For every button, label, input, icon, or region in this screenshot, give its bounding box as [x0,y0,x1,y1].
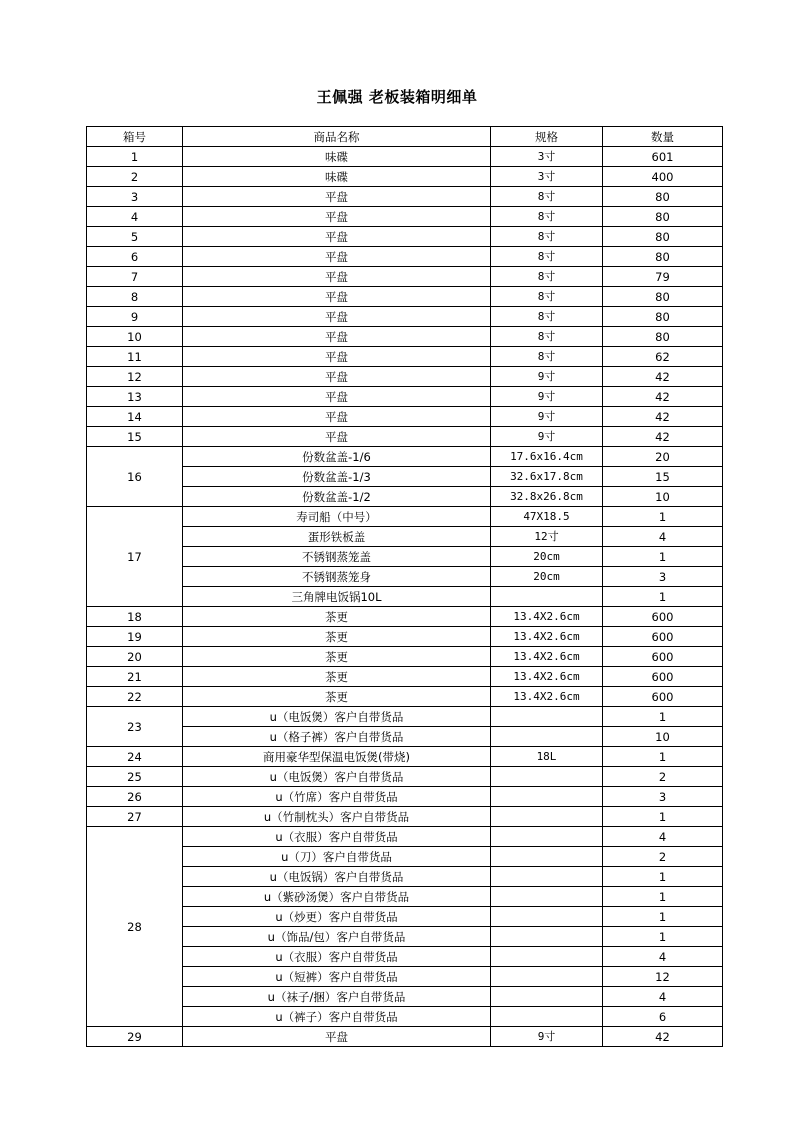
table-row [87,687,723,707]
spec-cell [491,847,603,867]
table-row [87,947,723,967]
product-name-cell: 味碟 [183,167,491,187]
spec-cell: 9寸 [491,407,603,427]
quantity-cell: 80 [603,287,723,307]
spec-cell: 9寸 [491,427,603,447]
box-number-cell: 11 [87,347,183,367]
quantity-cell: 12 [603,967,723,987]
product-name-cell: u（电饭煲）客户自带货品 [183,707,491,727]
table-row [87,427,723,447]
spec-cell [491,907,603,927]
table-row [87,387,723,407]
table-row [87,567,723,587]
table-row [87,747,723,767]
quantity-cell: 42 [603,1027,723,1047]
product-name-cell: u（饰品/包）客户自带货品 [183,927,491,947]
product-name-cell: 寿司船（中号） [183,507,491,527]
box-number-cell: 4 [87,207,183,227]
quantity-cell: 1 [603,507,723,527]
product-name-cell: 平盘 [183,1027,491,1047]
table-row [87,727,723,747]
spec-cell: 8寸 [491,207,603,227]
box-number-cell: 22 [87,687,183,707]
spec-cell [491,827,603,847]
quantity-cell: 1 [603,927,723,947]
product-name-cell: 茶更 [183,687,491,707]
quantity-cell: 1 [603,867,723,887]
document-title: 王佩强 老板装箱明细单 [316,88,478,106]
quantity-cell: 79 [603,267,723,287]
quantity-cell: 80 [603,307,723,327]
product-name-cell: 平盘 [183,367,491,387]
product-name-cell: 不锈钢蒸笼身 [183,567,491,587]
product-name-cell: 平盘 [183,327,491,347]
quantity-cell: 6 [603,1007,723,1027]
spec-cell: 13.4X2.6cm [491,687,603,707]
box-number-cell: 6 [87,247,183,267]
quantity-cell: 42 [603,387,723,407]
box-number-cell: 10 [87,327,183,347]
quantity-cell: 20 [603,447,723,467]
table-row [87,447,723,467]
product-name-cell: 味碟 [183,147,491,167]
spec-cell [491,947,603,967]
spec-cell: 13.4X2.6cm [491,607,603,627]
spec-cell: 12寸 [491,527,603,547]
spec-cell: 17.6x16.4cm [491,447,603,467]
quantity-cell: 600 [603,607,723,627]
product-name-cell: u（电饭锅）客户自带货品 [183,867,491,887]
product-name-cell: u（裤子）客户自带货品 [183,1007,491,1027]
spec-cell [491,767,603,787]
spec-cell: 8寸 [491,327,603,347]
quantity-cell: 4 [603,827,723,847]
table-row [87,187,723,207]
quantity-cell: 4 [603,527,723,547]
table-row [87,587,723,607]
product-name-cell: 平盘 [183,307,491,327]
spec-cell: 32.8x26.8cm [491,487,603,507]
product-name-cell: 三角牌电饭锅10L [183,587,491,607]
box-number-cell: 15 [87,427,183,447]
quantity-cell: 42 [603,367,723,387]
table-row [87,547,723,567]
quantity-cell: 2 [603,847,723,867]
spec-cell: 3寸 [491,167,603,187]
spec-cell: 8寸 [491,287,603,307]
table-row [87,487,723,507]
spec-cell: 20cm [491,567,603,587]
quantity-cell: 1 [603,587,723,607]
table-row [87,827,723,847]
quantity-cell: 3 [603,567,723,587]
table-row [87,647,723,667]
table-row [87,327,723,347]
quantity-cell: 15 [603,467,723,487]
box-number-cell: 7 [87,267,183,287]
spec-cell [491,707,603,727]
quantity-cell: 1 [603,907,723,927]
box-number-cell: 17 [87,507,183,607]
quantity-cell: 600 [603,647,723,667]
table-row [87,247,723,267]
spec-cell: 13.4X2.6cm [491,667,603,687]
quantity-cell: 601 [603,147,723,167]
box-number-cell: 23 [87,707,183,747]
box-number-cell: 14 [87,407,183,427]
product-name-cell: 平盘 [183,207,491,227]
product-name-cell: 平盘 [183,347,491,367]
spec-cell: 8寸 [491,307,603,327]
product-name-cell: 平盘 [183,227,491,247]
spec-cell: 9寸 [491,367,603,387]
table-row [87,927,723,947]
table-row [87,627,723,647]
quantity-cell: 80 [603,327,723,347]
header-quantity: 数量 [603,127,723,147]
table-header-row [87,127,723,147]
product-name-cell: u（竹制枕头）客户自带货品 [183,807,491,827]
spec-cell [491,1007,603,1027]
spec-cell [491,887,603,907]
table-row [87,967,723,987]
table-row [87,267,723,287]
spec-cell: 32.6x17.8cm [491,467,603,487]
product-name-cell: 平盘 [183,287,491,307]
table-row [87,287,723,307]
spec-cell: 3寸 [491,147,603,167]
quantity-cell: 4 [603,987,723,1007]
product-name-cell: 平盘 [183,387,491,407]
quantity-cell: 1 [603,747,723,767]
box-number-cell: 25 [87,767,183,787]
box-number-cell: 21 [87,667,183,687]
product-name-cell: u（短裤）客户自带货品 [183,967,491,987]
quantity-cell: 42 [603,407,723,427]
spec-cell [491,867,603,887]
spec-cell: 20cm [491,547,603,567]
quantity-cell: 80 [603,247,723,267]
table-row [87,1027,723,1047]
box-number-cell: 3 [87,187,183,207]
table-row [87,307,723,327]
spec-cell: 8寸 [491,227,603,247]
box-number-cell: 13 [87,387,183,407]
quantity-cell: 42 [603,427,723,447]
box-number-cell: 20 [87,647,183,667]
quantity-cell: 62 [603,347,723,367]
product-name-cell: 平盘 [183,427,491,447]
spec-cell: 13.4X2.6cm [491,647,603,667]
product-name-cell: u（刀）客户自带货品 [183,847,491,867]
quantity-cell: 10 [603,487,723,507]
quantity-cell: 600 [603,627,723,647]
table-row [87,907,723,927]
table-row [87,787,723,807]
table-row [87,367,723,387]
spec-cell [491,587,603,607]
table-row [87,347,723,367]
product-name-cell: 茶更 [183,607,491,627]
packing-list-table [86,126,723,1047]
spec-cell: 8寸 [491,267,603,287]
quantity-cell: 1 [603,807,723,827]
quantity-cell: 400 [603,167,723,187]
quantity-cell: 600 [603,687,723,707]
product-name-cell: u（格子裤）客户自带货品 [183,727,491,747]
table-row [87,767,723,787]
product-name-cell: u（紫砂汤煲）客户自带货品 [183,887,491,907]
table-row [87,167,723,187]
box-number-cell: 18 [87,607,183,627]
product-name-cell: 茶更 [183,667,491,687]
quantity-cell: 80 [603,187,723,207]
box-number-cell: 24 [87,747,183,767]
header-product-name: 商品名称 [183,127,491,147]
product-name-cell: u（竹席）客户自带货品 [183,787,491,807]
quantity-cell: 2 [603,767,723,787]
table-row [87,527,723,547]
quantity-cell: 600 [603,667,723,687]
box-number-cell: 1 [87,147,183,167]
table-row [87,667,723,687]
table-row [87,1007,723,1027]
table-row [87,807,723,827]
spec-cell: 8寸 [491,187,603,207]
box-number-cell: 8 [87,287,183,307]
product-name-cell: 平盘 [183,247,491,267]
product-name-cell: u（袜子/捆）客户自带货品 [183,987,491,1007]
product-name-cell: 商用豪华型保温电饭煲(带烧) [183,747,491,767]
box-number-cell: 5 [87,227,183,247]
spec-cell: 8寸 [491,347,603,367]
table-row [87,467,723,487]
quantity-cell: 3 [603,787,723,807]
table-row [87,607,723,627]
box-number-cell: 26 [87,787,183,807]
spec-cell [491,987,603,1007]
product-name-cell: u（炒更）客户自带货品 [183,907,491,927]
spec-cell [491,927,603,947]
product-name-cell: 茶更 [183,647,491,667]
box-number-cell: 9 [87,307,183,327]
table-row [87,987,723,1007]
box-number-cell: 2 [87,167,183,187]
table-row [87,707,723,727]
table-row [87,847,723,867]
box-number-cell: 28 [87,827,183,1027]
box-number-cell: 27 [87,807,183,827]
header-box-no: 箱号 [87,127,183,147]
product-name-cell: 茶更 [183,627,491,647]
table-row [87,887,723,907]
table-row [87,507,723,527]
quantity-cell: 80 [603,207,723,227]
spec-cell: 9寸 [491,387,603,407]
table-row [87,147,723,167]
box-number-cell: 19 [87,627,183,647]
header-spec: 规格 [491,127,603,147]
quantity-cell: 10 [603,727,723,747]
table-row [87,227,723,247]
product-name-cell: u（衣服）客户自带货品 [183,827,491,847]
spec-cell [491,807,603,827]
product-name-cell: 平盘 [183,187,491,207]
spec-cell [491,967,603,987]
table-body [87,147,723,1047]
product-name-cell: 份数盆盖-1/3 [183,467,491,487]
spec-cell: 18L [491,747,603,767]
quantity-cell: 80 [603,227,723,247]
product-name-cell: 平盘 [183,267,491,287]
table-row [87,867,723,887]
quantity-cell: 1 [603,707,723,727]
box-number-cell: 29 [87,1027,183,1047]
product-name-cell: 蛋形铁板盖 [183,527,491,547]
product-name-cell: 不锈钢蒸笼盖 [183,547,491,567]
table-row [87,207,723,227]
product-name-cell: u（电饭煲）客户自带货品 [183,767,491,787]
product-name-cell: 平盘 [183,407,491,427]
product-name-cell: 份数盆盖-1/2 [183,487,491,507]
spec-cell: 9寸 [491,1027,603,1047]
table-row [87,407,723,427]
spec-cell: 8寸 [491,247,603,267]
product-name-cell: u（衣服）客户自带货品 [183,947,491,967]
spec-cell: 13.4X2.6cm [491,627,603,647]
box-number-cell: 16 [87,447,183,507]
spec-cell [491,787,603,807]
quantity-cell: 1 [603,547,723,567]
spec-cell: 47X18.5 [491,507,603,527]
spec-cell [491,727,603,747]
product-name-cell: 份数盆盖-1/6 [183,447,491,467]
box-number-cell: 12 [87,367,183,387]
quantity-cell: 4 [603,947,723,967]
quantity-cell: 1 [603,887,723,907]
